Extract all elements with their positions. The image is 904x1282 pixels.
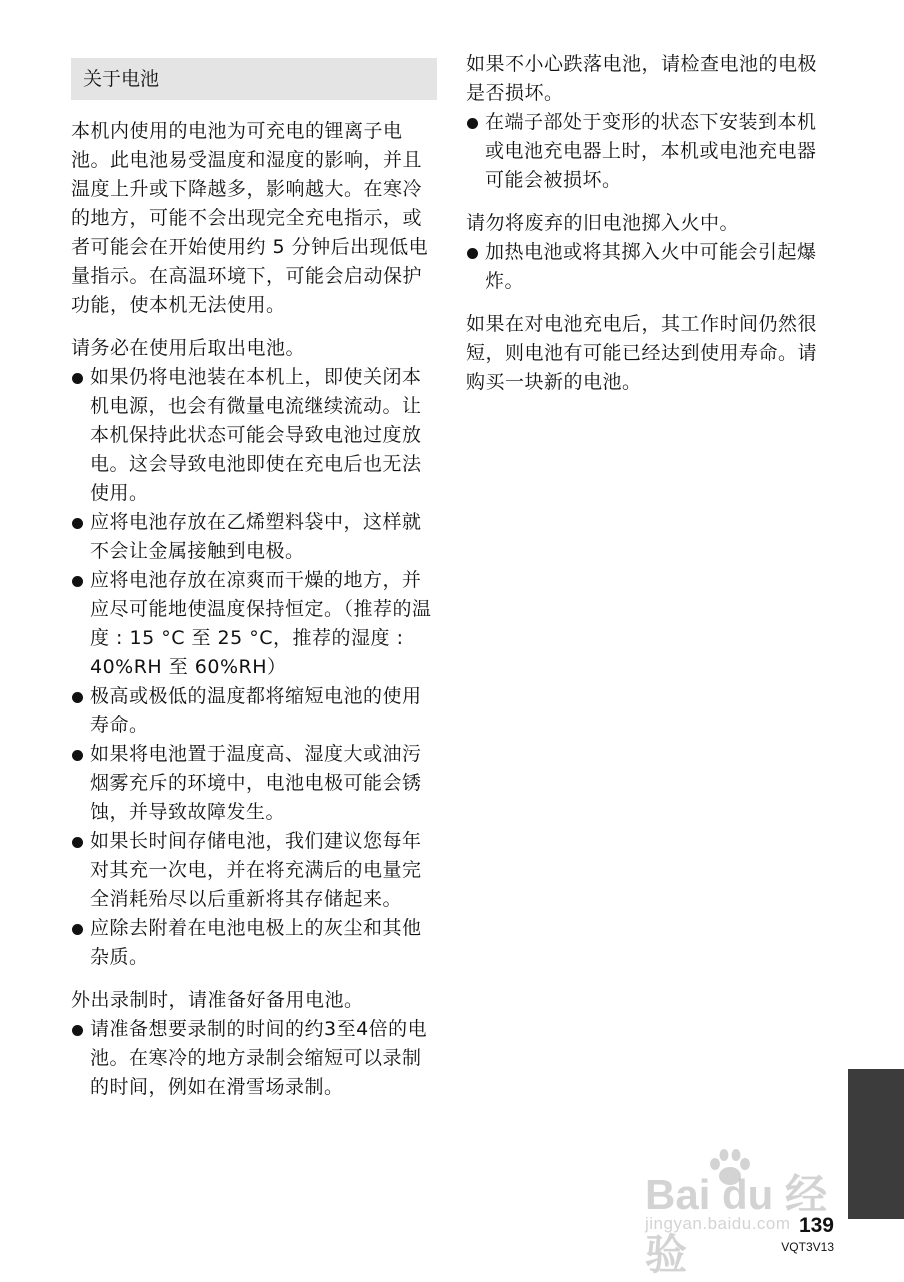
- page-number: 139: [798, 1214, 834, 1237]
- fire-warning-heading: 请勿将废弃的旧电池掷入火中。: [466, 212, 740, 234]
- list-item: 如果长时间存储电池，我们建议您每年对其充一次电，并在将充满后的电量完全消耗殆尽以后重新将其存储起来。: [71, 827, 437, 914]
- list-item: 如果仍将电池装在本机上，即使关闭本机电源，也会有微量电流继续流动。让本机保持此状态可能会导致电池过度放电。这会导致电池即使在充电后也无法使用。: [71, 363, 437, 508]
- section-side-tab: [848, 1069, 904, 1219]
- battery-lifetime-paragraph: 如果在对电池充电后，其工作时间仍然很短，则电池有可能已经达到使用寿命。请购买一块新的电池。: [466, 313, 818, 393]
- spare-battery-heading: 外出录制时，请准备好备用电池。: [71, 989, 364, 1011]
- section-header: [71, 58, 437, 100]
- left-column: [71, 117, 437, 1116]
- fire-warning-list: [466, 238, 832, 296]
- list-item: 请准备想要录制的时间的约3至4倍的电池。在寒冷的地方录制会缩短可以录制的时间，例如在滑雪场录制。: [71, 1015, 437, 1102]
- list-item: 应将电池存放在凉爽而干燥的地方，并应尽可能地使温度保持恒定。（推荐的温度 : 15 °C 至 25 °C，推荐的湿度 : 40%RH 至 60%RH）: [71, 566, 437, 682]
- drop-battery-list: [466, 108, 832, 195]
- remove-battery-heading: 请务必在使用后取出电池。: [71, 337, 306, 359]
- watermark-brand: Bai du 经验: [645, 1171, 828, 1278]
- list-item: 加热电池或将其掷入火中可能会引起爆炸。: [466, 238, 832, 296]
- intro-paragraph: 本机内使用的电池为可充电的锂离子电池。此电池易受温度和湿度的影响，并且温度上升或下降越多，影响越大。在寒冷的地方，可能不会出现完全充电指示，或者可能会在开始使用约 5 分钟后出现低电量指示。在高温环境下，可能会启动保护功能，使本机无法使用。: [71, 120, 429, 316]
- right-column: [466, 50, 832, 411]
- drop-battery-heading: 如果不小心跌落电池，请检查电池的电极是否损坏。: [466, 53, 818, 104]
- section-title: 关于电池: [83, 68, 160, 90]
- watermark-url: jingyan.baidu.com: [645, 1214, 791, 1233]
- list-item: 极高或极低的温度都将缩短电池的使用寿命。: [71, 682, 437, 740]
- spare-battery-list: [71, 1015, 437, 1102]
- list-item: 应将电池存放在乙烯塑料袋中，这样就不会让金属接触到电极。: [71, 508, 437, 566]
- remove-battery-list: [71, 363, 437, 972]
- list-item: 如果将电池置于温度高、湿度大或油污烟雾充斥的环境中，电池电极可能会锈蚀，并导致故障发生。: [71, 740, 437, 827]
- list-item: 在端子部处于变形的状态下安装到本机或电池充电器上时，本机或电池充电器可能会被损坏。: [466, 108, 832, 195]
- list-item: 应除去附着在电池电极上的灰尘和其他杂质。: [71, 914, 437, 972]
- document-code: VQT3V13: [781, 1240, 834, 1254]
